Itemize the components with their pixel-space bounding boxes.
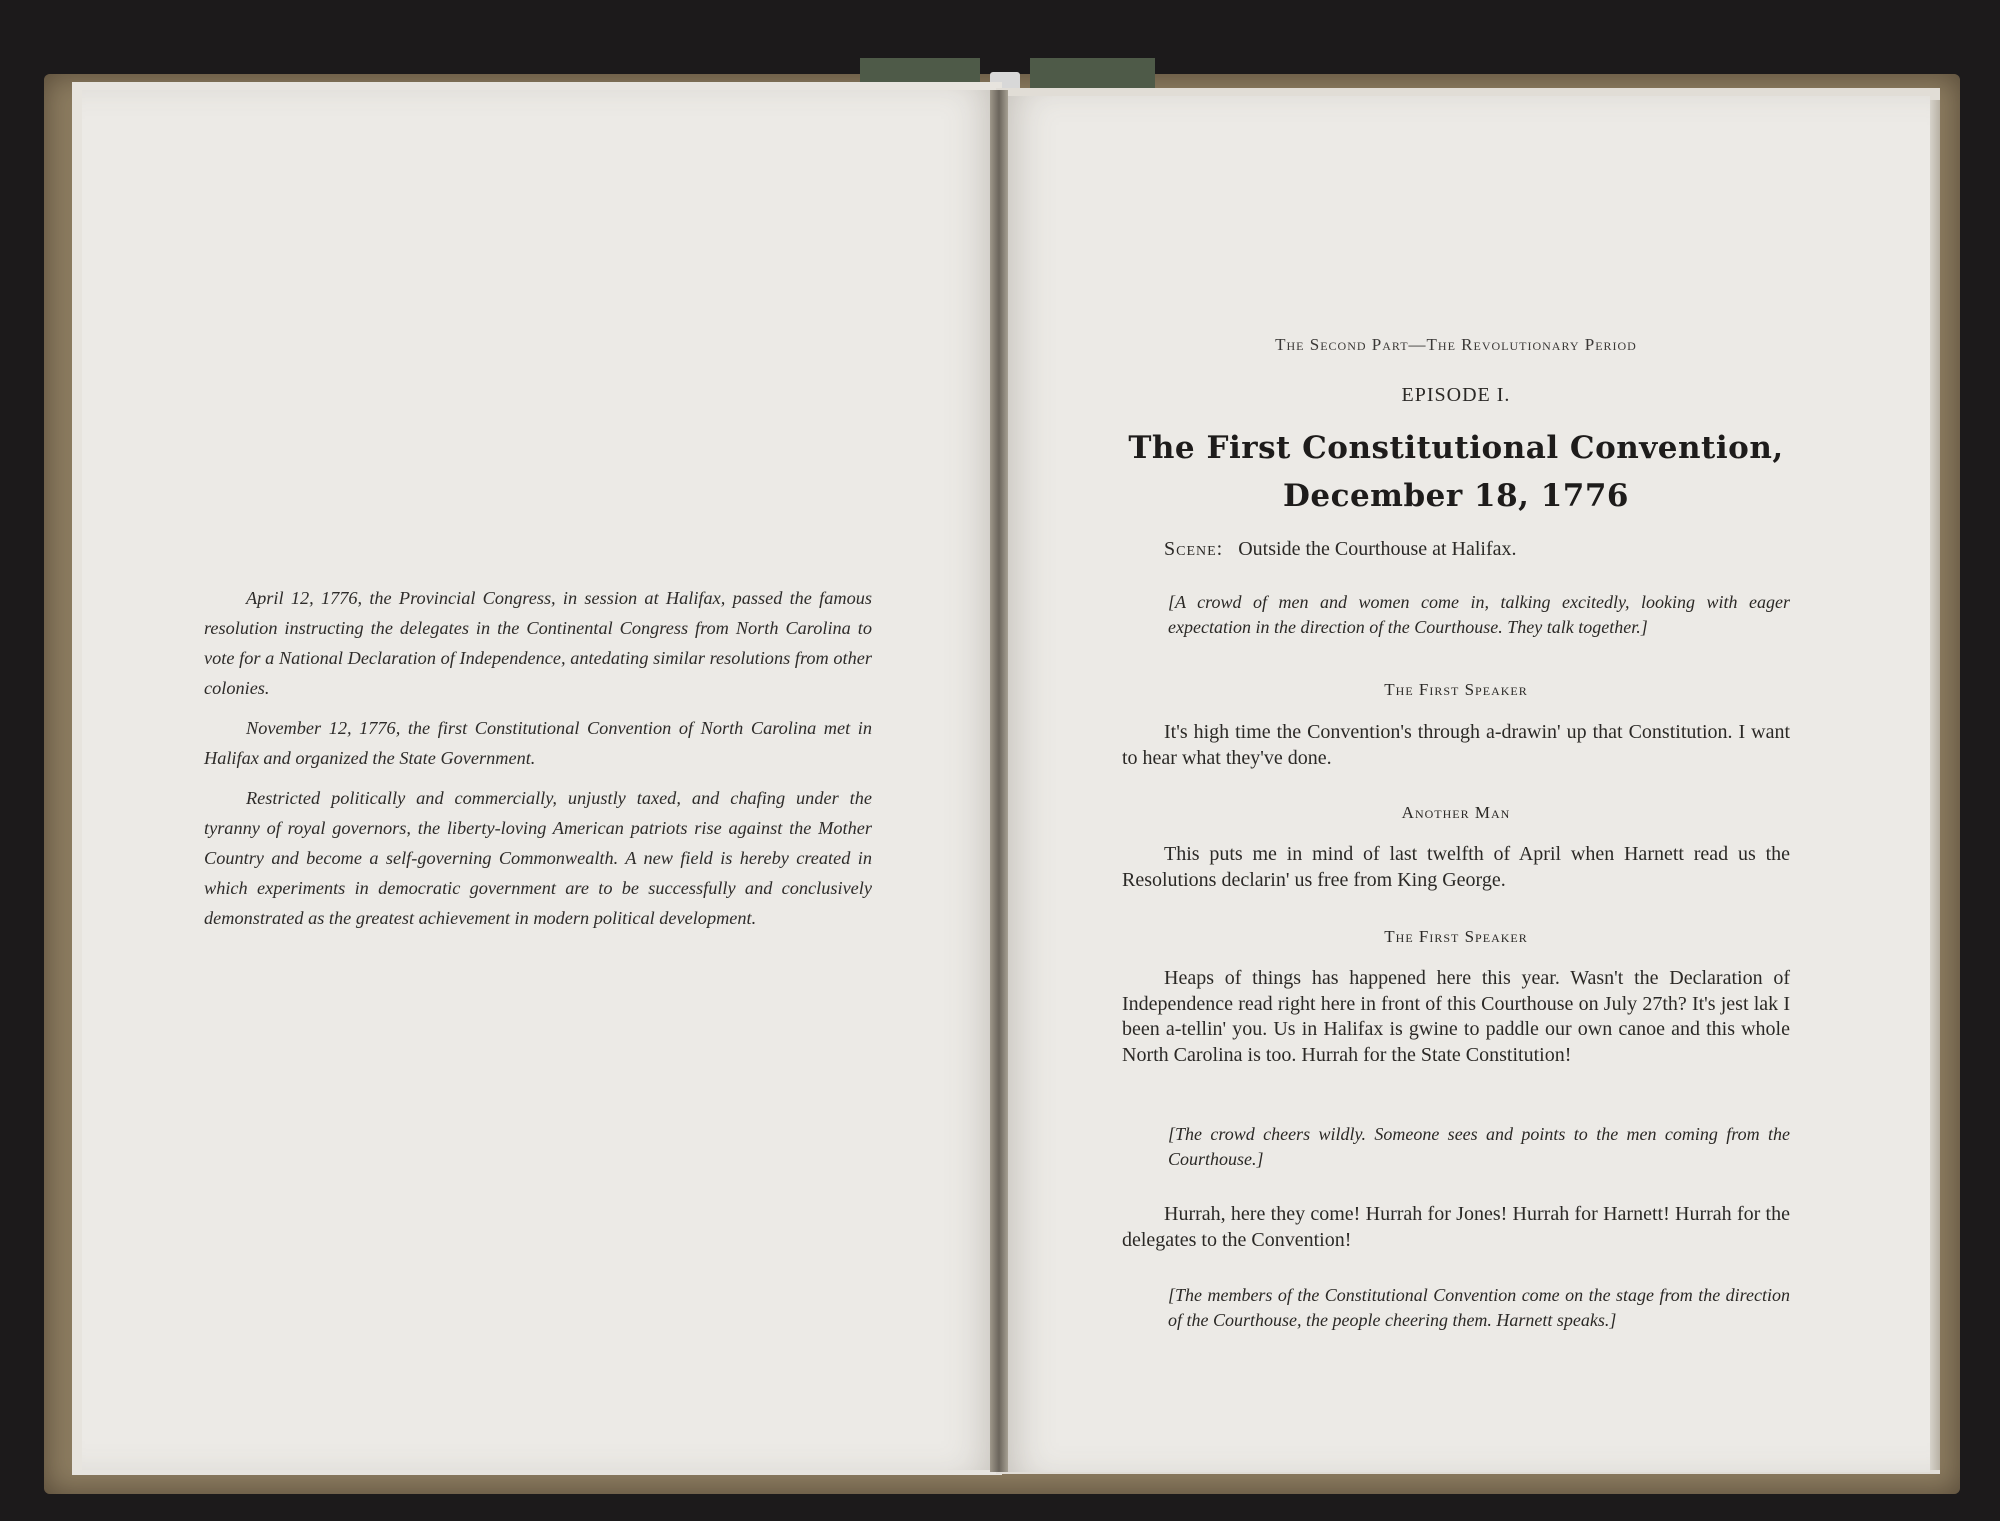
left-paragraph-3: Restricted politically and commercially, unjustly taxed, and chafing under the tyranny of royal governors, the liberty-loving American patriots rise against the Mother Country and become a self-governing Commonwealth. A new field is hereby created in which experiments in democratic government are to be successfully and conclusively demonstrated as the greatest achievement in modern political development. — [204, 788, 872, 928]
scene-line — [1164, 538, 1784, 561]
speaker-label-1: The First Speaker — [1384, 680, 1528, 699]
book-gutter — [990, 90, 1008, 1472]
left-paragraph-1: April 12, 1776, the Provincial Congress, in session at Halifax, passed the famous resolution instructing the delegates in the Continental Congress from North Carolina to vote for a National Declaration of Independence, antedating similar resolutions from other colonies. — [204, 588, 872, 698]
speaker-label-3: The First Speaker — [1384, 927, 1528, 946]
stage-direction-2: [The crowd cheers wildly. Someone sees and points to the men coming from the Courthouse.] — [1168, 1124, 1790, 1169]
dialogue-4 — [1122, 1202, 1790, 1253]
episode-title-line-2: December 18, 1776 — [1282, 478, 1630, 514]
dialogue-3 — [1122, 966, 1790, 1068]
dialogue-1-text: It's high time the Convention's through a-drawin' up that Constitution. I want to hear what they've done. — [1122, 721, 1790, 769]
left-page-text — [204, 583, 872, 943]
scene-label: Scene: — [1164, 538, 1224, 560]
speaker-label-2: Another Man — [1401, 803, 1511, 822]
right-page — [1004, 96, 1930, 1472]
part-heading: The Second Part—The Revolutionary Period — [1275, 335, 1637, 354]
dialogue-4-text: Hurrah, here they come! Hurrah for Jones! Hurrah for Harnett! Hurrah for the delegates to the Convention! — [1122, 1203, 1790, 1251]
left-paragraph-2: November 12, 1776, the first Constitutional Convention of North Carolina met in Halifax and organized the State Government. — [204, 718, 872, 768]
stage-direction-3: [The members of the Constitutional Convention come on the stage from the direction of the Courthouse, the people cheering them. Harnett speaks.] — [1168, 1285, 1790, 1330]
page-edges — [1930, 100, 1940, 1470]
dialogue-2-text: This puts me in mind of last twelfth of April when Harnett read us the Resolutions declarin' us free from King George. — [1122, 843, 1790, 891]
dialogue-2 — [1122, 842, 1790, 893]
dialogue-3-text: Heaps of things has happened here this year. Wasn't the Declaration of Independence read right here in front of this Courthouse on July 27th? It's jest lak I been a-tellin' you. Us in Halifax is gwine to paddle our own canoe and this whole North Carolina is too. Hurrah for the State Constitution! — [1122, 967, 1790, 1066]
dialogue-1 — [1122, 720, 1790, 771]
episode-heading: EPISODE I. — [1401, 384, 1511, 406]
scene-text: Outside the Courthouse at Halifax. — [1238, 538, 1517, 560]
stage-direction-1: [A crowd of men and women come in, talking excitedly, looking with eager expectation in the direction of the Courthouse. They talk together.] — [1168, 592, 1790, 637]
episode-title-line-1: The First Constitutional Convention, — [1128, 430, 1784, 466]
